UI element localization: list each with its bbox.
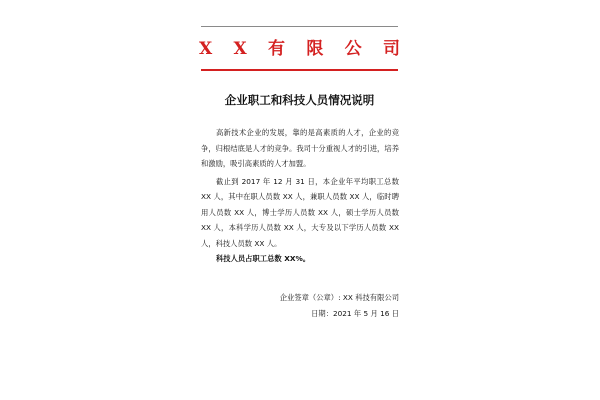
letterhead-red-divider bbox=[201, 69, 398, 71]
letterhead-char: X bbox=[233, 39, 247, 59]
top-divider bbox=[201, 26, 398, 27]
date-line: 日期：2021 年 5 月 16 日 bbox=[311, 309, 399, 318]
letterhead-company-name bbox=[199, 38, 400, 60]
document-title: 企业职工和科技人员情况说明 bbox=[224, 93, 375, 107]
body-paragraph-intro: 高新技术企业的发展，靠的是高素质的人才，企业的竞争，归根结底是人才的竞争。我司十分重视人才的引进，培养和激励，吸引高素质的人才加盟。 bbox=[201, 128, 399, 168]
body-paragraph-tech-ratio: 科技人员占职工总数 XX%。 bbox=[216, 254, 311, 263]
letterhead-char: X bbox=[199, 39, 213, 59]
letterhead-char: 有 bbox=[268, 39, 286, 59]
company-seal-line: 企业签章（公章）: XX 科技有限公司 bbox=[279, 293, 399, 302]
letterhead-char: 限 bbox=[306, 39, 324, 59]
document-footer bbox=[280, 290, 399, 322]
document-body bbox=[201, 125, 399, 267]
letterhead-char: 公 bbox=[344, 39, 362, 59]
letterhead-char: 司 bbox=[382, 39, 400, 59]
body-paragraph-staff-stats: 截止到 2017 年 12 月 31 日，本企业年平均职工总数 XX 人，其中在职人员数 XX 人，兼职人员数 XX 人，临时聘用人员数 XX 人，博士学历人员数 XX 人，硕士学历人员数 XX 人，本科学历人员数 XX 人，大专及以下学历人员数 XX 人，科技人员数 XX 人。 bbox=[201, 176, 399, 248]
